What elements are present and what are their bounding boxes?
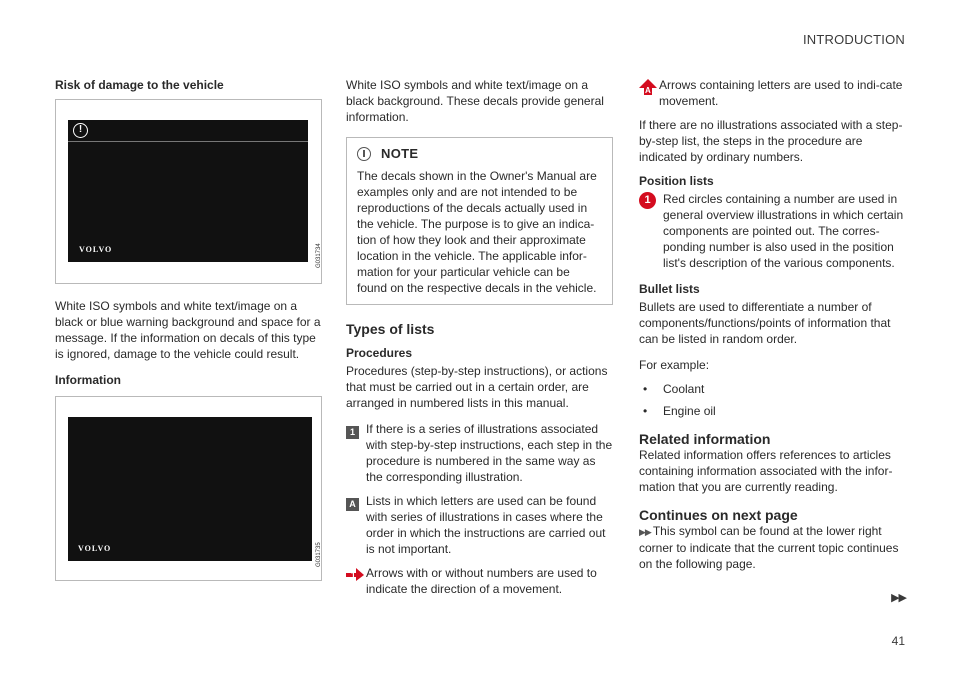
continue-arrows-icon: ▶▶ [891,592,906,604]
figure-code: G031735 [316,542,322,567]
continues-paragraph [639,523,907,572]
letter-square-icon: A [346,498,359,511]
figure-code: G031734 [316,243,322,268]
bullet-item [639,403,907,419]
procedures-text: Procedures (step-by-step instructions), or actions that must be carried out in a certain order, are arranged in numbered lists in this manual. [346,364,608,410]
information-text: White ISO symbols and white text/image on a black background. These decals provide general information. [346,78,604,124]
list-item-text: Red circles containing a number are used in general overview illustrations in which certain components are pointed out. The corres-ponding number is also used in the position list's description of the various components. [663,192,904,270]
continues-heading: Continues on next page [639,507,798,523]
list-item [639,191,907,271]
bullet-heading: Bullet lists [639,282,700,296]
column-left [55,77,322,595]
decal-divider [68,141,308,142]
position-heading: Position lists [639,174,714,188]
list-item [639,77,907,109]
bullet-text: Bullets are used to differentiate a number of components/functions/points of information that can be listed in random order. [639,300,891,346]
list-item-text: Arrows with or without numbers are used to indicate the direction of a movement. [366,566,597,596]
note-header [357,146,602,162]
list-item [346,565,613,597]
column-middle [346,77,613,605]
exclamation-icon: ! [73,123,88,138]
number-square-icon: 1 [346,426,359,439]
decal-figure-information [55,396,322,581]
section-header: INTRODUCTION [802,32,905,47]
red-number-circle-icon: 1 [639,192,656,209]
arrow-letter: A [645,86,651,95]
bullet-icon: • [643,404,648,418]
no-illustration-text: If there are no illustrations associated with a step-by-step list, the steps in the procedure are indicated by ordinary numbers. [639,118,903,164]
bullet-icon: • [643,382,648,396]
column-right [639,77,907,582]
continue-arrows-icon: ▶▶ [639,527,651,537]
warning-decal [68,120,308,262]
bullet-item [639,381,907,397]
info-icon [357,147,371,161]
risk-heading: Risk of damage to the vehicle [55,78,224,92]
volvo-logo: VOLVO [78,544,112,553]
list-item-text: Arrows containing letters are used to indi-cate movement. [659,78,903,108]
types-heading: Types of lists [346,321,435,337]
information-heading: Information [55,373,121,387]
red-number-arrow-icon [346,567,364,581]
red-letter-arrow-icon [639,79,657,95]
arrow-number: 1 [351,571,356,580]
volvo-logo: VOLVO [79,245,113,254]
procedures-heading: Procedures [346,346,413,360]
information-decal [68,417,312,561]
risk-text: White ISO symbols and white text/image on a black or blue warning background and space for a message. If the information on decals of this type is ignored, damage to the vehicle could result. [55,299,321,361]
note-box [346,137,613,305]
list-item [346,421,613,485]
bullet-text: Engine oil [663,404,716,418]
related-text: Related information offers references to articles containing information associated with the infor-mation that you are currently reading. [639,448,893,494]
page-number: 41 [891,634,905,648]
list-item-text: If there is a series of illustrations associated with step-by-step instructions, each step in the procedure is numbered in the same way as the corresponding illustration. [366,422,613,484]
note-title: NOTE [381,146,419,161]
related-heading: Related information [639,431,771,447]
list-item-text: Lists in which letters are used can be found with series of illustrations in cases where the order in which the instructions are carried out is not important. [366,494,606,556]
list-item [346,493,613,557]
note-body: The decals shown in the Owner's Manual are examples only and are not intended to be reproductions of the decals actually used in the vehicle. The purpose is to give an indica-tion of how they look and their approximate location in the vehicle. The applicable infor-mation for your particular vehicle can be found on the respective decals in the vehicle. [357,169,597,295]
example-text: For example: [639,358,710,372]
decal-figure-warning [55,99,322,284]
bullet-text: Coolant [663,382,705,396]
continues-text: This symbol can be found at the lower right corner to indicate that the current topic continues on the following page. [639,524,899,571]
